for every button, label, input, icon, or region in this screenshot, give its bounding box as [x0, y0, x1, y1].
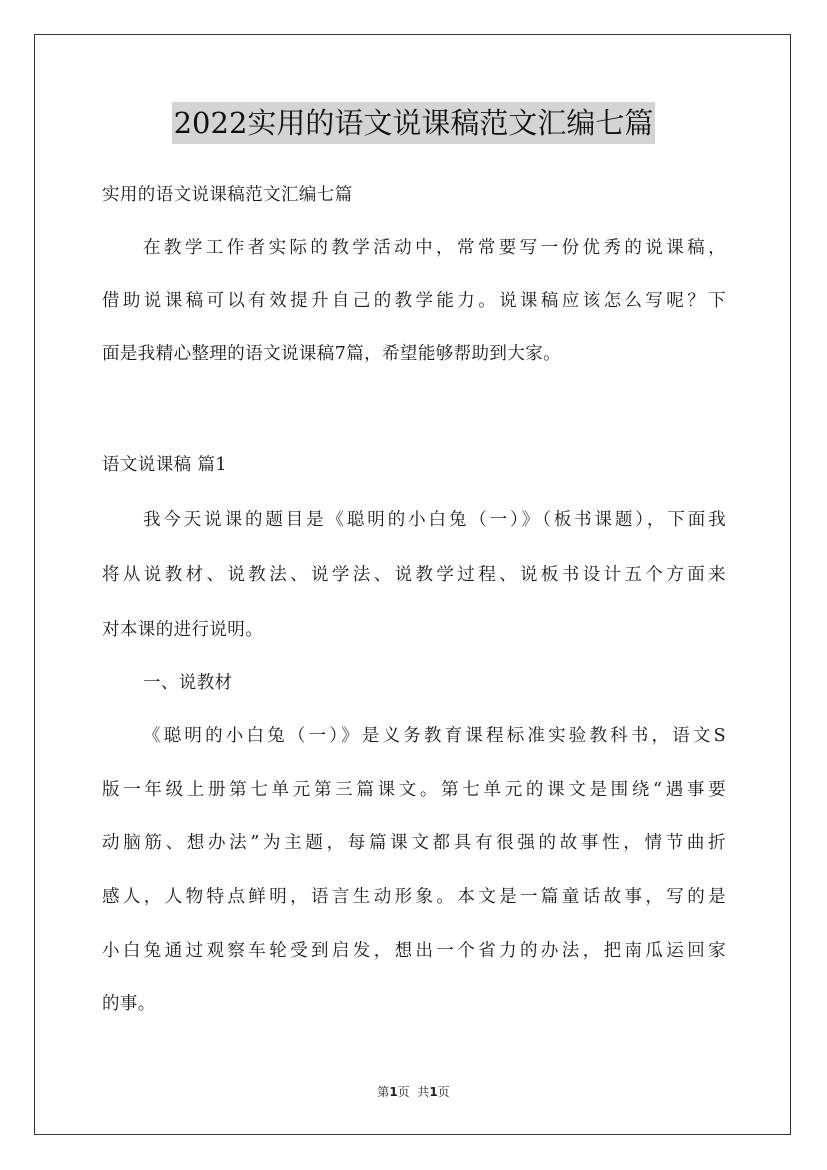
- para2-line-6: 的事。: [102, 994, 156, 1014]
- page-footer: [0, 1084, 827, 1100]
- para2-line-2: 版一年级上册第七单元第三篇课文。第七单元的课文是围绕“遇事要: [102, 780, 726, 800]
- subheading: 一、说教材: [143, 673, 233, 693]
- para2-line-3: 动脑筋、想办法”为主题，每篇课文都具有很强的故事性，情节曲折: [102, 833, 726, 853]
- title-container: [0, 102, 827, 144]
- para1-line-3: 对本课的进行说明。: [102, 620, 264, 640]
- footer-total-pages: 1: [429, 1085, 438, 1099]
- document-title: 2022实用的语文说课稿范文汇编七篇: [172, 102, 656, 144]
- para2-line-5: 小白兔通过观察车轮受到启发，想出一个省力的办法，把南瓜运回家: [102, 941, 726, 961]
- para2-line-1: 《聪明的小白兔（一）》是义务教育课程标准实验教科书，语文S: [143, 726, 726, 746]
- document-subtitle: 实用的语文说课稿范文汇编七篇: [102, 185, 353, 205]
- intro-line-3: 面是我精心整理的语文说课稿7篇，希望能够帮助到大家。: [102, 344, 562, 364]
- footer-page-number: 1: [389, 1085, 398, 1099]
- footer-prefix: 第: [377, 1085, 390, 1099]
- para1-line-1: 我今天说课的题目是《聪明的小白兔（一）》（板书课题），下面我: [143, 510, 726, 530]
- section-heading: 语文说课稿 篇1: [102, 455, 227, 475]
- footer-mid: 页 共: [397, 1085, 430, 1099]
- para2-line-4: 感人，人物特点鲜明，语言生动形象。本文是一篇童话故事，写的是: [102, 887, 726, 907]
- footer-suffix: 页: [437, 1085, 450, 1099]
- intro-line-1: 在教学工作者实际的教学活动中，常常要写一份优秀的说课稿，: [143, 238, 726, 258]
- para1-line-2: 将从说教材、说教法、说学法、说教学过程、说板书设计五个方面来: [102, 565, 726, 585]
- intro-line-2: 借助说课稿可以有效提升自己的教学能力。说课稿应该怎么写呢？下: [102, 291, 726, 311]
